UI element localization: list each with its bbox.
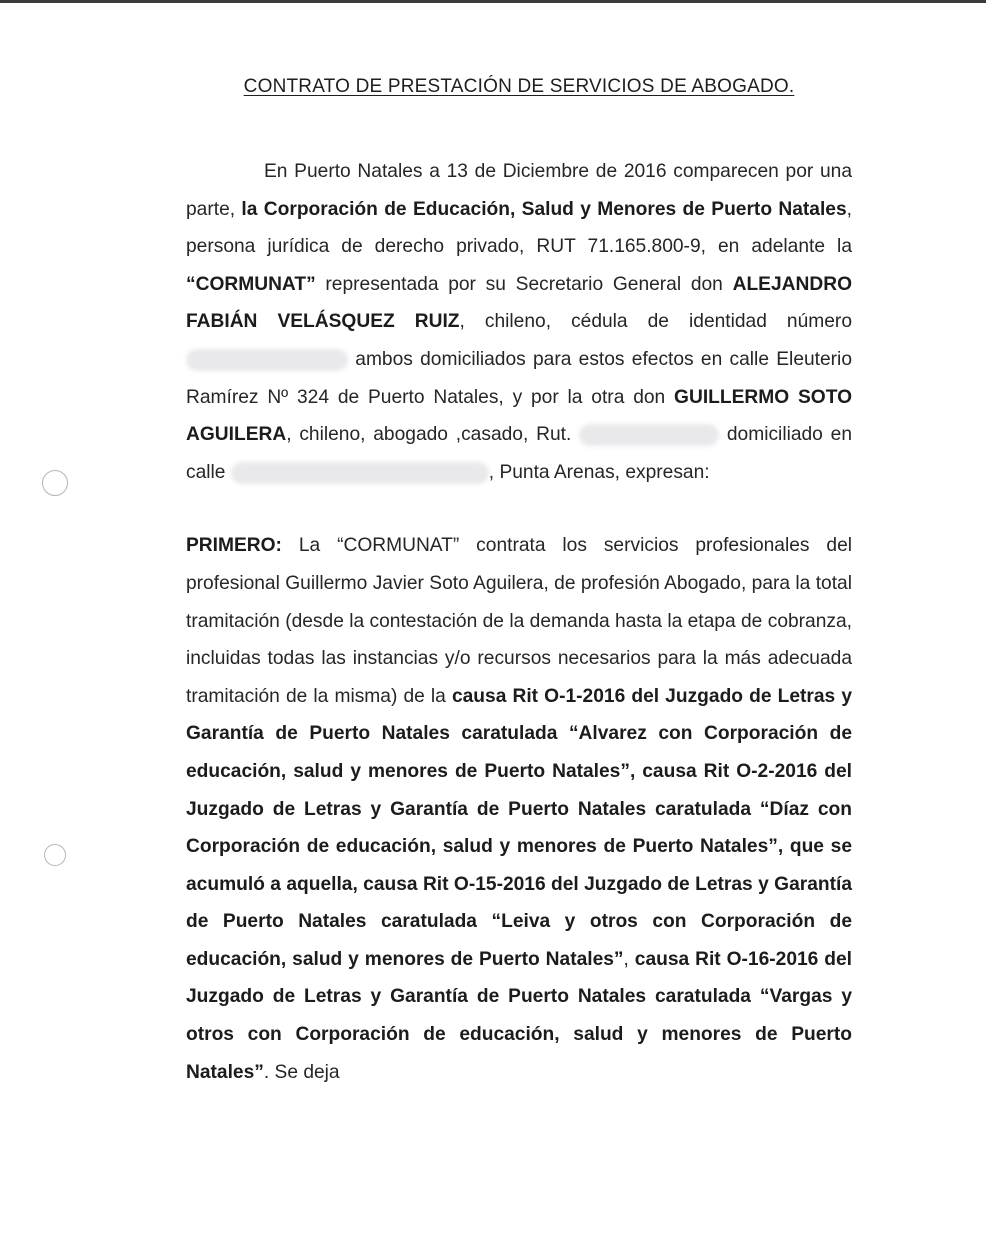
primero-causes-1: causa Rit O-1-2016 del Juzgado de Letras y Garantía de Puerto Natales caratulada “Alvarez con Corporación de educación, salud y menores de Puerto Natales”, causa Rit O-2-2016 del Juzgado de Letras y Garantía de Puerto Natales caratulada “Díaz con Corporación de educación, salud y menores de Puerto Natales”, que se acumuló a aquella, causa Rit O-15-2016 del Juzgado de Letras y Garantía de Puerto Natales caratulada “Leiva y otros con Corporación de educación, salud y menores de Puerto Natales”	[186, 685, 852, 970]
paragraph-gap	[186, 491, 852, 527]
primero-text-1: La “CORMUNAT” contrata los servicios profesionales del profesional Guillermo Javier Soto Aguilera, de profesión Abogado, para la total tramitación (desde la contestación de la demanda hasta la etapa de cobranza, incluidas todas las instancias y/o recursos necesarios para la más adecuada tramitación de la misma) de la	[186, 535, 852, 707]
punch-hole-upper	[42, 470, 68, 496]
punch-hole-lower	[44, 844, 66, 866]
redacted-id-number	[186, 349, 348, 371]
intro-text-4: , chileno, cédula de identidad número	[459, 311, 852, 333]
intro-text-5: ambos domiciliados para estos efectos en calle Eleuterio Ramírez Nº 324 de Puerto Natales, y por la otra don	[186, 348, 852, 408]
intro-text-6: , chileno, abogado ,casado, Rut.	[286, 424, 580, 446]
primero-text-2: ,	[623, 948, 635, 970]
document-title: CONTRATO DE PRESTACIÓN DE SERVICIOS DE ABOGADO.	[243, 76, 795, 97]
intro-text-8: , Punta Arenas, expresan:	[488, 461, 710, 483]
secretary-name: ALEJANDRO FABIÁN VELÁSQUEZ RUIZ	[186, 273, 852, 333]
lawyer-name: GUILLERMO SOTO AGUILERA	[186, 386, 852, 446]
intro-paragraph	[186, 153, 852, 491]
clause-primero	[186, 527, 852, 1091]
redacted-address	[231, 462, 489, 484]
intro-text-3: representada por su Secretario General don	[315, 273, 733, 295]
clause-primero-heading: PRIMERO:	[186, 535, 282, 557]
intro-text-1: En Puerto Natales a 13 de Diciembre de 2016 comparecen por una parte,	[186, 161, 852, 220]
primero-causes-2: causa Rit O-16-2016 del Juzgado de Letras y Garantía de Puerto Natales caratulada “Vargas y otros con Corporación de educación, salud y menores de Puerto Natales”	[186, 948, 852, 1083]
document-page	[186, 76, 852, 1091]
cormunat-label: “CORMUNAT”	[186, 273, 316, 295]
party-one-name: la Corporación de Educación, Salud y Menores de Puerto Natales	[241, 198, 847, 220]
redacted-rut	[579, 424, 719, 446]
intro-text-2: , persona jurídica de derecho privado, RUT 71.165.800-9, en adelante la	[186, 198, 852, 258]
page-top-edge	[0, 0, 986, 3]
intro-text-7: domiciliado en calle	[186, 424, 852, 483]
primero-text-3: . Se deja	[263, 1061, 340, 1083]
